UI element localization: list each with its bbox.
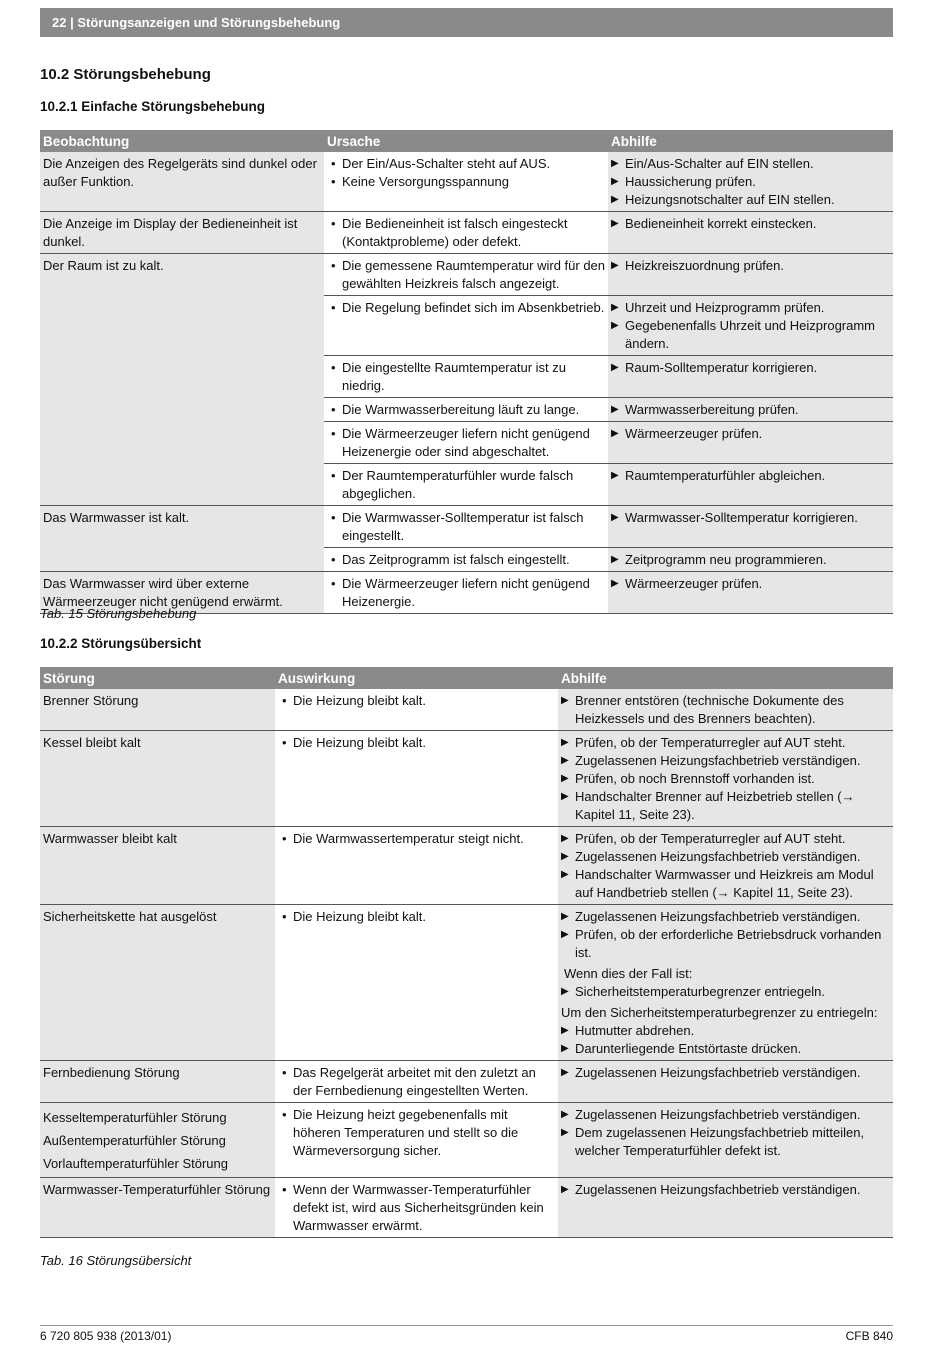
col-header: Abhilfe: [608, 130, 893, 152]
cell-cause: [324, 422, 608, 464]
cell-fault: Brenner Störung: [40, 689, 275, 731]
table-row: [40, 731, 893, 827]
fault-name: Kesseltemperaturfühler Störung: [43, 1110, 227, 1125]
list-item: ▶ Raum-Solltemperatur korrigieren.: [611, 359, 890, 377]
cell-remedy: [608, 464, 893, 506]
cell-remedy: [558, 1061, 893, 1103]
list-item: • Die Wärmeerzeuger liefern nicht genügend Heizenergie.: [327, 575, 605, 611]
list-item: • Der Raumtemperaturfühler wurde falsch abgeglichen.: [327, 467, 605, 503]
cell-effect: [275, 827, 558, 905]
col-header: Störung: [40, 667, 275, 689]
list-item: • Die Heizung bleibt kalt.: [278, 734, 555, 752]
list-item: ▶ Ein/Aus-Schalter auf EIN stellen.: [611, 155, 890, 173]
list-item: ▶ Prüfen, ob noch Brennstoff vorhanden ist.: [561, 770, 890, 788]
cell-fault: Fernbedienung Störung: [40, 1061, 275, 1103]
list-item: • Die Warmwassertemperatur steigt nicht.: [278, 830, 555, 848]
list-item: ▶ Wärmeerzeuger prüfen.: [611, 575, 890, 593]
cell-effect: [275, 731, 558, 827]
cell-effect: [275, 1178, 558, 1238]
document-number: 6 720 805 938 (2013/01): [40, 1329, 172, 1343]
list-item: ▶ Zugelassenen Heizungsfachbetrieb verständigen.: [561, 848, 890, 866]
page-header: 22 | Störungsanzeigen und Störungsbehebung: [40, 8, 893, 37]
cell-remedy: [608, 212, 893, 254]
table-row: [40, 689, 893, 731]
cell-cause: [324, 254, 608, 296]
list-item: ▶ Hutmutter abdrehen.: [561, 1022, 890, 1040]
list-item: ▶ Handschalter Warmwasser und Heizkreis am Modul auf Handbetrieb stellen (→ Kapitel 11, Seite 23).: [561, 866, 890, 902]
list-item: ▶ Darunterliegende Entstörtaste drücken.: [561, 1040, 890, 1058]
table-stoerungsbehebung: [40, 130, 893, 614]
list-item: • Das Zeitprogramm ist falsch eingestellt.: [327, 551, 605, 569]
note-text: Um den Sicherheitstemperaturbegrenzer zu entriegeln:: [561, 1005, 878, 1020]
fault-name: Außentemperaturfühler Störung: [43, 1133, 226, 1148]
list-item: • Die Heizung bleibt kalt.: [278, 692, 555, 710]
table-row: [40, 905, 893, 1061]
cell-remedy: [608, 254, 893, 296]
list-item: ▶ Prüfen, ob der Temperaturregler auf AUT steht.: [561, 734, 890, 752]
list-item: • Die Regelung befindet sich im Absenkbetrieb.: [327, 299, 605, 317]
cell-remedy: [608, 398, 893, 422]
col-header: Auswirkung: [275, 667, 558, 689]
list-item: ▶ Zugelassenen Heizungsfachbetrieb verständigen.: [561, 908, 890, 926]
list-item: • Die Warmwasserbereitung läuft zu lange.: [327, 401, 605, 419]
table-row: [40, 152, 893, 212]
product-name: CFB 840: [845, 1329, 893, 1343]
list-item: ▶ Zugelassenen Heizungsfachbetrieb verständigen.: [561, 1181, 890, 1199]
col-header: Ursache: [324, 130, 608, 152]
cell-effect: [275, 905, 558, 1061]
cell-remedy: [558, 731, 893, 827]
list-item: • Die Heizung heizt gegebenenfalls mit höheren Temperaturen und stellt so die Wärmeversorgung sicher.: [278, 1106, 555, 1160]
cell-remedy: [558, 1103, 893, 1178]
cell-effect: [275, 689, 558, 731]
table-row: [40, 506, 893, 548]
list-item: ▶ Dem zugelassenen Heizungsfachbetrieb mitteilen, welcher Temperaturfühler defekt ist.: [561, 1124, 890, 1160]
cell-cause: [324, 548, 608, 572]
list-item: • Die Warmwasser-Solltemperatur ist falsch eingestellt.: [327, 509, 605, 545]
list-item: • Wenn der Warmwasser-Temperaturfühler defekt ist, wird aus Sicherheitsgründen kein Warmwasser erwärmt.: [278, 1181, 555, 1235]
list-item: ▶ Bedieneinheit korrekt einstecken.: [611, 215, 890, 233]
cell-cause: [324, 356, 608, 398]
cell-cause: [324, 398, 608, 422]
table-caption: Tab. 15 Störungsbehebung: [40, 606, 197, 621]
list-item: ▶ Heizkreiszuordnung prüfen.: [611, 257, 890, 275]
cell-effect: [275, 1103, 558, 1178]
list-item: ▶ Heizungsnotschalter auf EIN stellen.: [611, 191, 890, 209]
col-header: Abhilfe: [558, 667, 893, 689]
table-caption: Tab. 16 Störungsübersicht: [40, 1253, 192, 1268]
cell-effect: [275, 1061, 558, 1103]
cell-remedy: [558, 905, 893, 1061]
cell-cause: [324, 212, 608, 254]
list-item: ▶ Handschalter Brenner auf Heizbetrieb stellen (→ Kapitel 11, Seite 23).: [561, 788, 890, 824]
table-row: [40, 1178, 893, 1238]
subsection-title-1: 10.2.1 Einfache Störungsbehebung: [40, 99, 266, 114]
table-header-row: [40, 667, 893, 689]
list-item: • Der Ein/Aus-Schalter steht auf AUS.: [327, 155, 605, 173]
list-item: ▶ Raumtemperaturfühler abgleichen.: [611, 467, 890, 485]
list-item: • Die Wärmeerzeuger liefern nicht genügend Heizenergie oder sind abgeschaltet.: [327, 425, 605, 461]
table-stoerungsuebersicht: [40, 667, 893, 1238]
cell-cause: [324, 296, 608, 356]
cell-observation: Das Warmwasser ist kalt.: [40, 506, 324, 572]
table-row: [40, 1103, 893, 1178]
list-item: • Die Heizung bleibt kalt.: [278, 908, 555, 926]
fault-name: Vorlauftemperaturfühler Störung: [43, 1156, 228, 1171]
cell-observation: Der Raum ist zu kalt.: [40, 254, 324, 506]
cell-remedy: [608, 548, 893, 572]
cell-remedy: [608, 296, 893, 356]
list-item: • Die Bedieneinheit ist falsch eingesteckt (Kontaktprobleme) oder defekt.: [327, 215, 605, 251]
list-item: ▶ Brenner entstören (technische Dokumente des Heizkessels und des Brenners beachten).: [561, 692, 890, 728]
cell-cause: [324, 464, 608, 506]
cell-observation: Das Warmwasser wird über externe Wärmeerzeuger nicht genügend erwärmt.: [40, 572, 324, 614]
cell-remedy: [608, 356, 893, 398]
cell-fault: [40, 1103, 275, 1178]
list-item: ▶ Haussicherung prüfen.: [611, 173, 890, 191]
table-row: [40, 1061, 893, 1103]
page-footer: [40, 1325, 893, 1343]
list-item: ▶ Uhrzeit und Heizprogramm prüfen.: [611, 299, 890, 317]
cell-cause: [324, 572, 608, 614]
cell-remedy: [608, 572, 893, 614]
list-item: ▶ Prüfen, ob der Temperaturregler auf AUT steht.: [561, 830, 890, 848]
list-item: • Das Regelgerät arbeitet mit den zuletzt an der Fernbedienung eingestellten Werten.: [278, 1064, 555, 1100]
list-item: ▶ Wärmeerzeuger prüfen.: [611, 425, 890, 443]
table-row: [40, 827, 893, 905]
cell-remedy: [608, 422, 893, 464]
cell-observation: Die Anzeige im Display der Bedieneinheit ist dunkel.: [40, 212, 324, 254]
list-item: • Keine Versorgungsspannung: [327, 173, 605, 191]
table-header-row: [40, 130, 893, 152]
cell-remedy: [558, 827, 893, 905]
cell-observation: Die Anzeigen des Regelgeräts sind dunkel oder außer Funktion.: [40, 152, 324, 212]
cell-remedy: [608, 506, 893, 548]
cell-remedy: [558, 1178, 893, 1238]
cell-fault: Warmwasser bleibt kalt: [40, 827, 275, 905]
section-title: 10.2 Störungsbehebung: [40, 66, 211, 83]
list-item: ▶ Warmwasserbereitung prüfen.: [611, 401, 890, 419]
note-text: Wenn dies der Fall ist:: [564, 966, 693, 981]
table-row: [40, 254, 893, 296]
cell-fault: Warmwasser-Temperaturfühler Störung: [40, 1178, 275, 1238]
list-item: ▶ Zugelassenen Heizungsfachbetrieb verständigen.: [561, 1106, 890, 1124]
list-item: ▶ Prüfen, ob der erforderliche Betriebsdruck vorhanden ist.: [561, 926, 890, 962]
list-item: ▶ Sicherheitstemperaturbegrenzer entriegeln.: [561, 983, 890, 1001]
table-row: [40, 212, 893, 254]
list-item: ▶ Zugelassenen Heizungsfachbetrieb verständigen.: [561, 1064, 890, 1082]
subsection-title-2: 10.2.2 Störungsübersicht: [40, 636, 202, 651]
cell-fault: Kessel bleibt kalt: [40, 731, 275, 827]
cell-cause: [324, 152, 608, 212]
list-item: ▶ Warmwasser-Solltemperatur korrigieren.: [611, 509, 890, 527]
cell-remedy: [558, 689, 893, 731]
cell-remedy: [608, 152, 893, 212]
list-item: • Die gemessene Raumtemperatur wird für den gewählten Heizkreis falsch angezeigt.: [327, 257, 605, 293]
list-item: ▶ Zugelassenen Heizungsfachbetrieb verständigen.: [561, 752, 890, 770]
list-item: ▶ Zeitprogramm neu programmieren.: [611, 551, 890, 569]
list-item: ▶ Gegebenenfalls Uhrzeit und Heizprogramm ändern.: [611, 317, 890, 353]
cell-cause: [324, 506, 608, 548]
col-header: Beobachtung: [40, 130, 324, 152]
list-item: • Die eingestellte Raumtemperatur ist zu niedrig.: [327, 359, 605, 395]
cell-fault: Sicherheitskette hat ausgelöst: [40, 905, 275, 1061]
